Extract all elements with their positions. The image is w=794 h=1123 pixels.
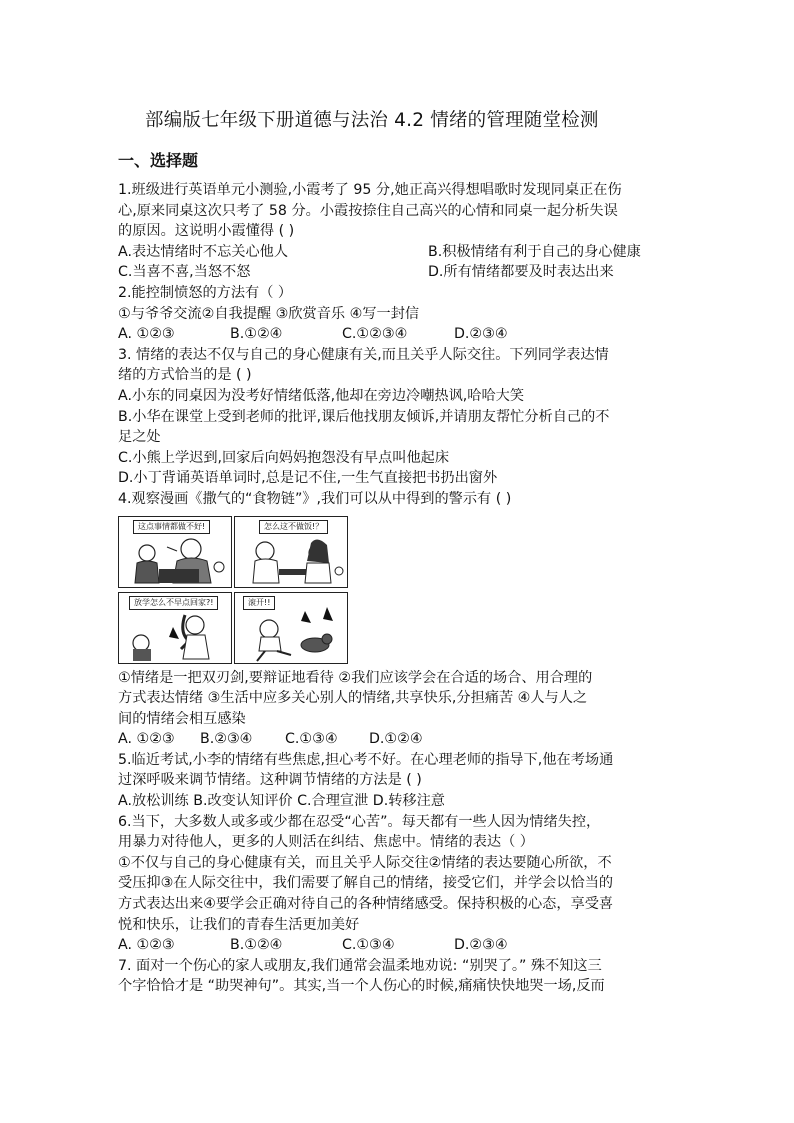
question-1-line: 心,原来同桌这次只考了 58 分。小霞按捺住自己高兴的心情和同桌一起分析失误 [118,202,618,219]
comic-panel-2 [234,516,348,588]
option-c: C.当喜不喜,当怒不怒 [118,264,251,281]
question-6-line: 6.当下，大多数人或多或少都在忍受“心苦”。每天都有一些人因为情绪失控， [118,813,601,830]
question-6-line: 受压抑③在人际交往中，我们需要了解自己的情绪，接受它们，并学会以恰当的 [118,875,614,892]
option-a: A. ①②③ [118,326,175,343]
question-4-stem: 4.观察漫画《撒气的“食物链”》,我们可以从中得到的警示有 ( ) [118,490,512,507]
option-b: B.②③④ [200,731,253,748]
option-d: D.②③④ [454,326,508,343]
question-1-options-row [118,262,680,283]
question-1-options-row [118,242,680,263]
option-c: C.①③④ [342,937,395,954]
question-2-options-row [118,324,680,345]
option-c: C.小熊上学迟到,回家后向妈妈抱怨没有早点叫他起床 [118,449,450,466]
question-6-line: ①不仅与自己的身心健康有关，而且关乎人际交往②情绪的表达要随心所欲，不 [118,854,612,871]
question-6-options-row [118,935,680,956]
comic-panel-3 [118,592,232,664]
option-d: D.小丁背诵英语单词时,总是记不住,一生气直接把书扔出窗外 [118,470,498,487]
option-b-cont: 足之处 [118,429,161,446]
option-a: A.小东的同桌因为没考好情绪低落,他却在旁边冷嘲热讽,哈哈大笑 [118,387,525,404]
comic-bubble-1: 这点事情都做不好! [133,520,210,534]
question-3-line: 3. 情绪的表达不仅与自己的身心健康有关,而且关乎人际交往。下列同学表达情 [118,346,609,363]
father-yelling-illustration [235,517,347,587]
mother-yelling-illustration [119,593,231,663]
question-2-stem: 2.能控制愤怒的方法有（ ） [118,284,293,301]
question-1-line: 的原因。这说明小霞懂得 ( ) [118,223,295,240]
comic-bubble-4: 滚开!! [243,596,275,610]
question-4-options-row [118,729,680,750]
page-title: 部编版七年级下册道德与法治 4.2 情绪的管理随堂检测 [145,110,599,131]
option-c: C.①②③④ [342,326,408,343]
option-c: C.①③④ [285,731,338,748]
comic-panel-1 [118,516,232,588]
question-4-statements: 方式表达情绪 ③生活中应多关心别人的情绪,共享快乐,分担痛苦 ④人与人之 [118,690,588,707]
question-1-line: 1.班级进行英语单元小测验,小霞考了 95 分,她正高兴得想唱歌时发现同桌正在伤 [118,182,622,198]
question-5-line: 5.临近考试,小李的情绪有些焦虑,担心考不好。在心理老师的指导下,他在考场通 [118,751,614,768]
comic-panel-4 [234,592,348,664]
option-b: B.积极情绪有利于自己的身心健康 [428,243,641,260]
question-7-line: 7. 面对一个伤心的家人或朋友,我们通常会温柔地劝说: “别哭了。” 殊不知这三 [118,957,602,974]
comic-bubble-2: 怎么这不做饭!？ [259,520,328,534]
option-a: A. ①②③ [118,937,175,954]
question-3-line: 绪的方式恰当的是 ( ) [118,367,252,384]
section-heading: 一、选择题 [118,151,199,170]
option-d: D.②③④ [454,937,508,954]
question-4-statements: ①情绪是一把双刃剑,要辩证地看待 ②我们应该学会在合适的场合、用合理的 [118,669,593,686]
question-6-line: 悦和快乐，让我们的青春生活更加美好 [118,916,360,933]
option-d: D.所有情绪都要及时表达出来 [428,264,614,281]
option-a: A. ①②③ [118,731,175,748]
question-4-statements: 间的情绪会相互感染 [118,710,246,727]
question-5-options: A.放松训练 B.改变认知评价 C.合理宣泄 D.转移注意 [118,793,445,810]
option-b: B.①②④ [230,937,283,954]
option-a: A.表达情绪时不忘关心他人 [118,243,289,260]
comic-bubble-3: 放学怎么不早点回家?! [129,596,218,610]
option-b: B.小华在课堂上受到老师的批评,课后他找朋友倾诉,并请朋友帮忙分析自己的不 [118,408,610,425]
question-6-line: 方式表达出来④要学会正确对待自己的各种情绪感受。保持积极的心态，享受喜 [118,896,614,913]
comic-strip [118,514,358,664]
question-7-line: 个字恰恰才是 “助哭神句”。其实,当一个人伤心的时候,痛痛快快地哭一场,反而 [118,978,605,995]
question-body [118,180,680,997]
boss-yelling-illustration [119,517,231,587]
option-b: B.①②④ [230,326,283,343]
option-d: D.①②④ [369,731,423,748]
question-5-line: 过深呼吸来调节情绪。这种调节情绪的方法是 ( ) [118,772,422,789]
question-2-items: ①与爷爷交流②自我提醒 ③欣赏音乐 ④写一封信 [118,305,420,322]
kid-kicking-dog-illustration [235,593,347,663]
question-6-line: 用暴力对待他人，更多的人则活在纠结、焦虑中。情绪的表达（ ） [118,834,534,851]
